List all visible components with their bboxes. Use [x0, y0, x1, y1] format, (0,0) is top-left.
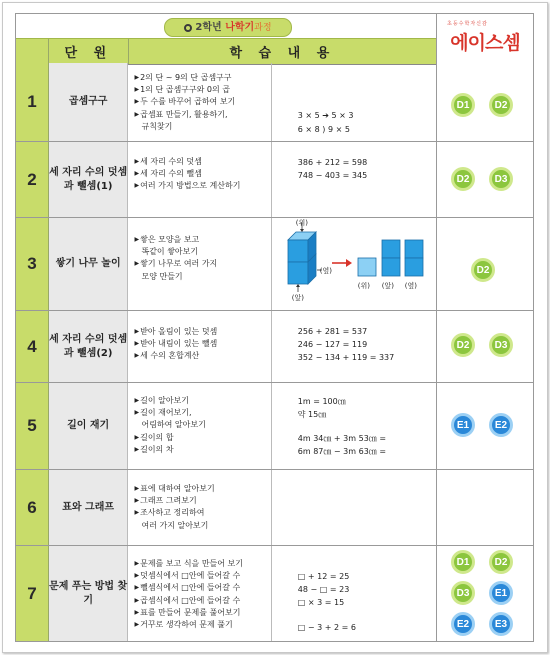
workbook-badge: D2 — [451, 167, 475, 191]
example-line: □ × 3 = 15 — [297, 598, 345, 607]
learning-item: ▶ 표에 대하여 알아보기 — [134, 483, 214, 495]
example-line: 748 − 403 = 345 — [297, 171, 368, 180]
workbook-badge: D2 — [451, 333, 475, 357]
workbook-cell — [436, 142, 533, 218]
workbook-cell — [436, 546, 533, 641]
table-row — [16, 546, 436, 642]
grade-label: 2학년 — [195, 22, 222, 33]
title-pill — [164, 18, 292, 37]
example-line: □ + 12 = 25 — [297, 572, 350, 581]
learning-item: ▶ 2의 단 ~ 9의 단 곱셈구구 — [134, 72, 235, 84]
learning-items — [128, 311, 271, 382]
workbook-badge: E2 — [489, 413, 513, 437]
example-area — [272, 546, 436, 641]
learning-item: ▶ 문제를 보고 식을 만들어 보기 — [134, 558, 243, 570]
example-line: 4m 34㎝ + 3m 53㎝ = — [297, 434, 387, 443]
row-number: 5 — [16, 383, 49, 469]
logo-tagline: 초등수학자신감 — [447, 21, 488, 27]
learning-item: ▶ 조사하고 정리하여 — [134, 507, 214, 519]
learning-items — [128, 546, 271, 641]
row-number: 3 — [16, 218, 49, 310]
course-label: 과정 — [254, 23, 272, 33]
learning-item: ▶ 곱셈표 만들기, 활용하기, — [134, 109, 235, 121]
learning-item: ▶ 세 자리 수의 덧셈 — [134, 156, 240, 168]
learning-item: 똑같이 쌓아보기 — [141, 247, 199, 257]
learning-item: 어림하여 알아보기 — [141, 420, 206, 430]
title-area — [16, 14, 436, 38]
table-row — [16, 470, 436, 546]
learning-item: ▶ 길이의 차 — [134, 444, 205, 456]
learning-items — [128, 383, 271, 469]
workbook-badge: D3 — [451, 581, 475, 605]
view-label-front: (앞) — [381, 282, 395, 290]
unit-name: 표와 그래프 — [49, 470, 129, 545]
learning-item: ▶ 길이 알아보기 — [134, 395, 205, 407]
header-unit: 단 원 — [49, 39, 129, 64]
view-label-top: (위) — [357, 282, 371, 290]
learning-item: ▶ 길이의 합 — [134, 432, 205, 444]
circle-icon — [184, 24, 192, 32]
row-number: 7 — [16, 546, 49, 641]
semester-label: 나학기 — [225, 22, 255, 33]
learning-item: ▶ 세 수의 혼합계산 — [134, 350, 217, 362]
logo-box — [436, 14, 533, 64]
example-area — [272, 63, 436, 141]
column-header-row — [16, 38, 436, 65]
workbook-badge: D3 — [489, 167, 513, 191]
learning-item: ▶ 그래프 그려보기 — [134, 495, 214, 507]
example-line: 48 − □ = 23 — [297, 585, 350, 594]
unit-name: 쌓기 나무 놀이 — [49, 218, 129, 310]
example-line: 약 15㎝ — [297, 410, 327, 419]
workbook-cell — [436, 470, 533, 546]
workbook-badge: E3 — [489, 612, 513, 636]
row-number: 4 — [16, 311, 49, 382]
learning-items — [128, 63, 271, 141]
curriculum-table — [15, 13, 534, 642]
unit-name: 세 자리 수의 덧셈과 뺄셈(2) — [49, 311, 129, 382]
example-area — [272, 142, 436, 217]
workbook-cell — [436, 311, 533, 383]
learning-item: ▶ 덧셈식에서 □안에 들어갈 수 — [134, 570, 243, 582]
learning-item: ▶ 거꾸로 생각하여 문제 풀기 — [134, 619, 243, 631]
workbook-badge: E1 — [489, 581, 513, 605]
learning-item: ▶ 받아 내림이 있는 뺄셈 — [134, 338, 217, 350]
example-line: 352 − 134 + 119 = 337 — [297, 353, 395, 362]
workbook-badge: D1 — [451, 93, 475, 117]
unit-name: 길이 재기 — [49, 383, 129, 469]
example-line: 1m = 100㎝ — [297, 397, 346, 406]
unit-name: 곱셈구구 — [49, 63, 129, 141]
learning-items — [128, 142, 271, 217]
example-area — [272, 383, 436, 469]
learning-items — [128, 218, 271, 310]
header-learning-content: 학 습 내 용 — [229, 46, 336, 61]
learning-item: ▶ 세 자리 수의 뺄셈 — [134, 168, 240, 180]
learning-item: 규칙찾기 — [141, 121, 173, 131]
workbook-badge: E2 — [451, 612, 475, 636]
workbook-badge: D3 — [489, 333, 513, 357]
example-line: 6m 87㎝ − 3m 63㎝ = — [297, 447, 387, 456]
example-line: 246 − 127 = 119 — [297, 340, 368, 349]
example-line: 386 + 212 = 598 — [297, 158, 368, 167]
example-area — [272, 470, 436, 545]
brand-logo: 에이스셈 — [450, 32, 520, 54]
diagram-label-top: (위) — [295, 219, 309, 227]
header-number-cell — [16, 39, 49, 64]
learning-item: ▶ 곱셈식에서 □안에 들어갈 수 — [134, 595, 243, 607]
learning-item: 여러 가지 알아보기 — [141, 520, 209, 530]
learning-item: ▶ 쌓기 나무로 여러 가지 — [134, 258, 217, 270]
learning-item: ▶ 표를 만들어 문제를 풀어보기 — [134, 607, 243, 619]
table-row — [16, 63, 436, 142]
workbook-cell — [436, 383, 533, 470]
learning-item: 모양 만들기 — [141, 271, 183, 281]
learning-item: ▶ 받아 올림이 있는 덧셈 — [134, 326, 217, 338]
workbook-badge: E1 — [451, 413, 475, 437]
learning-item: ▶ 1의 단 곱셈구구와 0의 곱 — [134, 84, 235, 96]
workbook-cell — [436, 218, 533, 311]
learning-item: ▶ 두 수를 바꾸어 곱하여 보기 — [134, 96, 235, 108]
block-diagram — [272, 218, 436, 310]
view-label-side: (옆) — [404, 282, 418, 290]
example-line: 3 × 5 ➔ 5 × 3 — [297, 111, 354, 120]
example-line: □ − 3 + 2 = 6 — [297, 623, 356, 632]
workbook-badge: D2 — [471, 258, 495, 282]
learning-item: ▶ 여러 가지 방법으로 계산하기 — [134, 180, 240, 192]
learning-item: ▶ 뺄셈식에서 □안에 들어갈 수 — [134, 582, 243, 594]
row-number: 2 — [16, 142, 49, 217]
workbook-badge: D2 — [489, 93, 513, 117]
workbook-badge: D2 — [489, 550, 513, 574]
row-number: 6 — [16, 470, 49, 545]
table-row — [16, 218, 436, 311]
example-line: 6 × 8 ) 9 × 5 — [297, 125, 350, 134]
learning-item: ▶ 쌓은 모양을 보고 — [134, 234, 217, 246]
table-row — [16, 142, 436, 218]
learning-items — [128, 470, 271, 545]
workbook-badge: D1 — [451, 550, 475, 574]
row-number: 1 — [16, 63, 49, 141]
example-area — [272, 311, 436, 382]
unit-name: 세 자리 수의 덧셈과 뺄셈(1) — [49, 142, 129, 217]
workbook-cell — [436, 63, 533, 142]
example-line: 256 + 281 = 537 — [297, 327, 368, 336]
table-row — [16, 383, 436, 470]
unit-name: 문제 푸는 방법 찾기 — [49, 546, 129, 641]
diagram-label-front: (앞) — [291, 294, 305, 302]
learning-item: ▶ 길이 재어보기, — [134, 407, 205, 419]
table-row — [16, 311, 436, 383]
diagram-label-side: (옆) — [319, 267, 333, 275]
